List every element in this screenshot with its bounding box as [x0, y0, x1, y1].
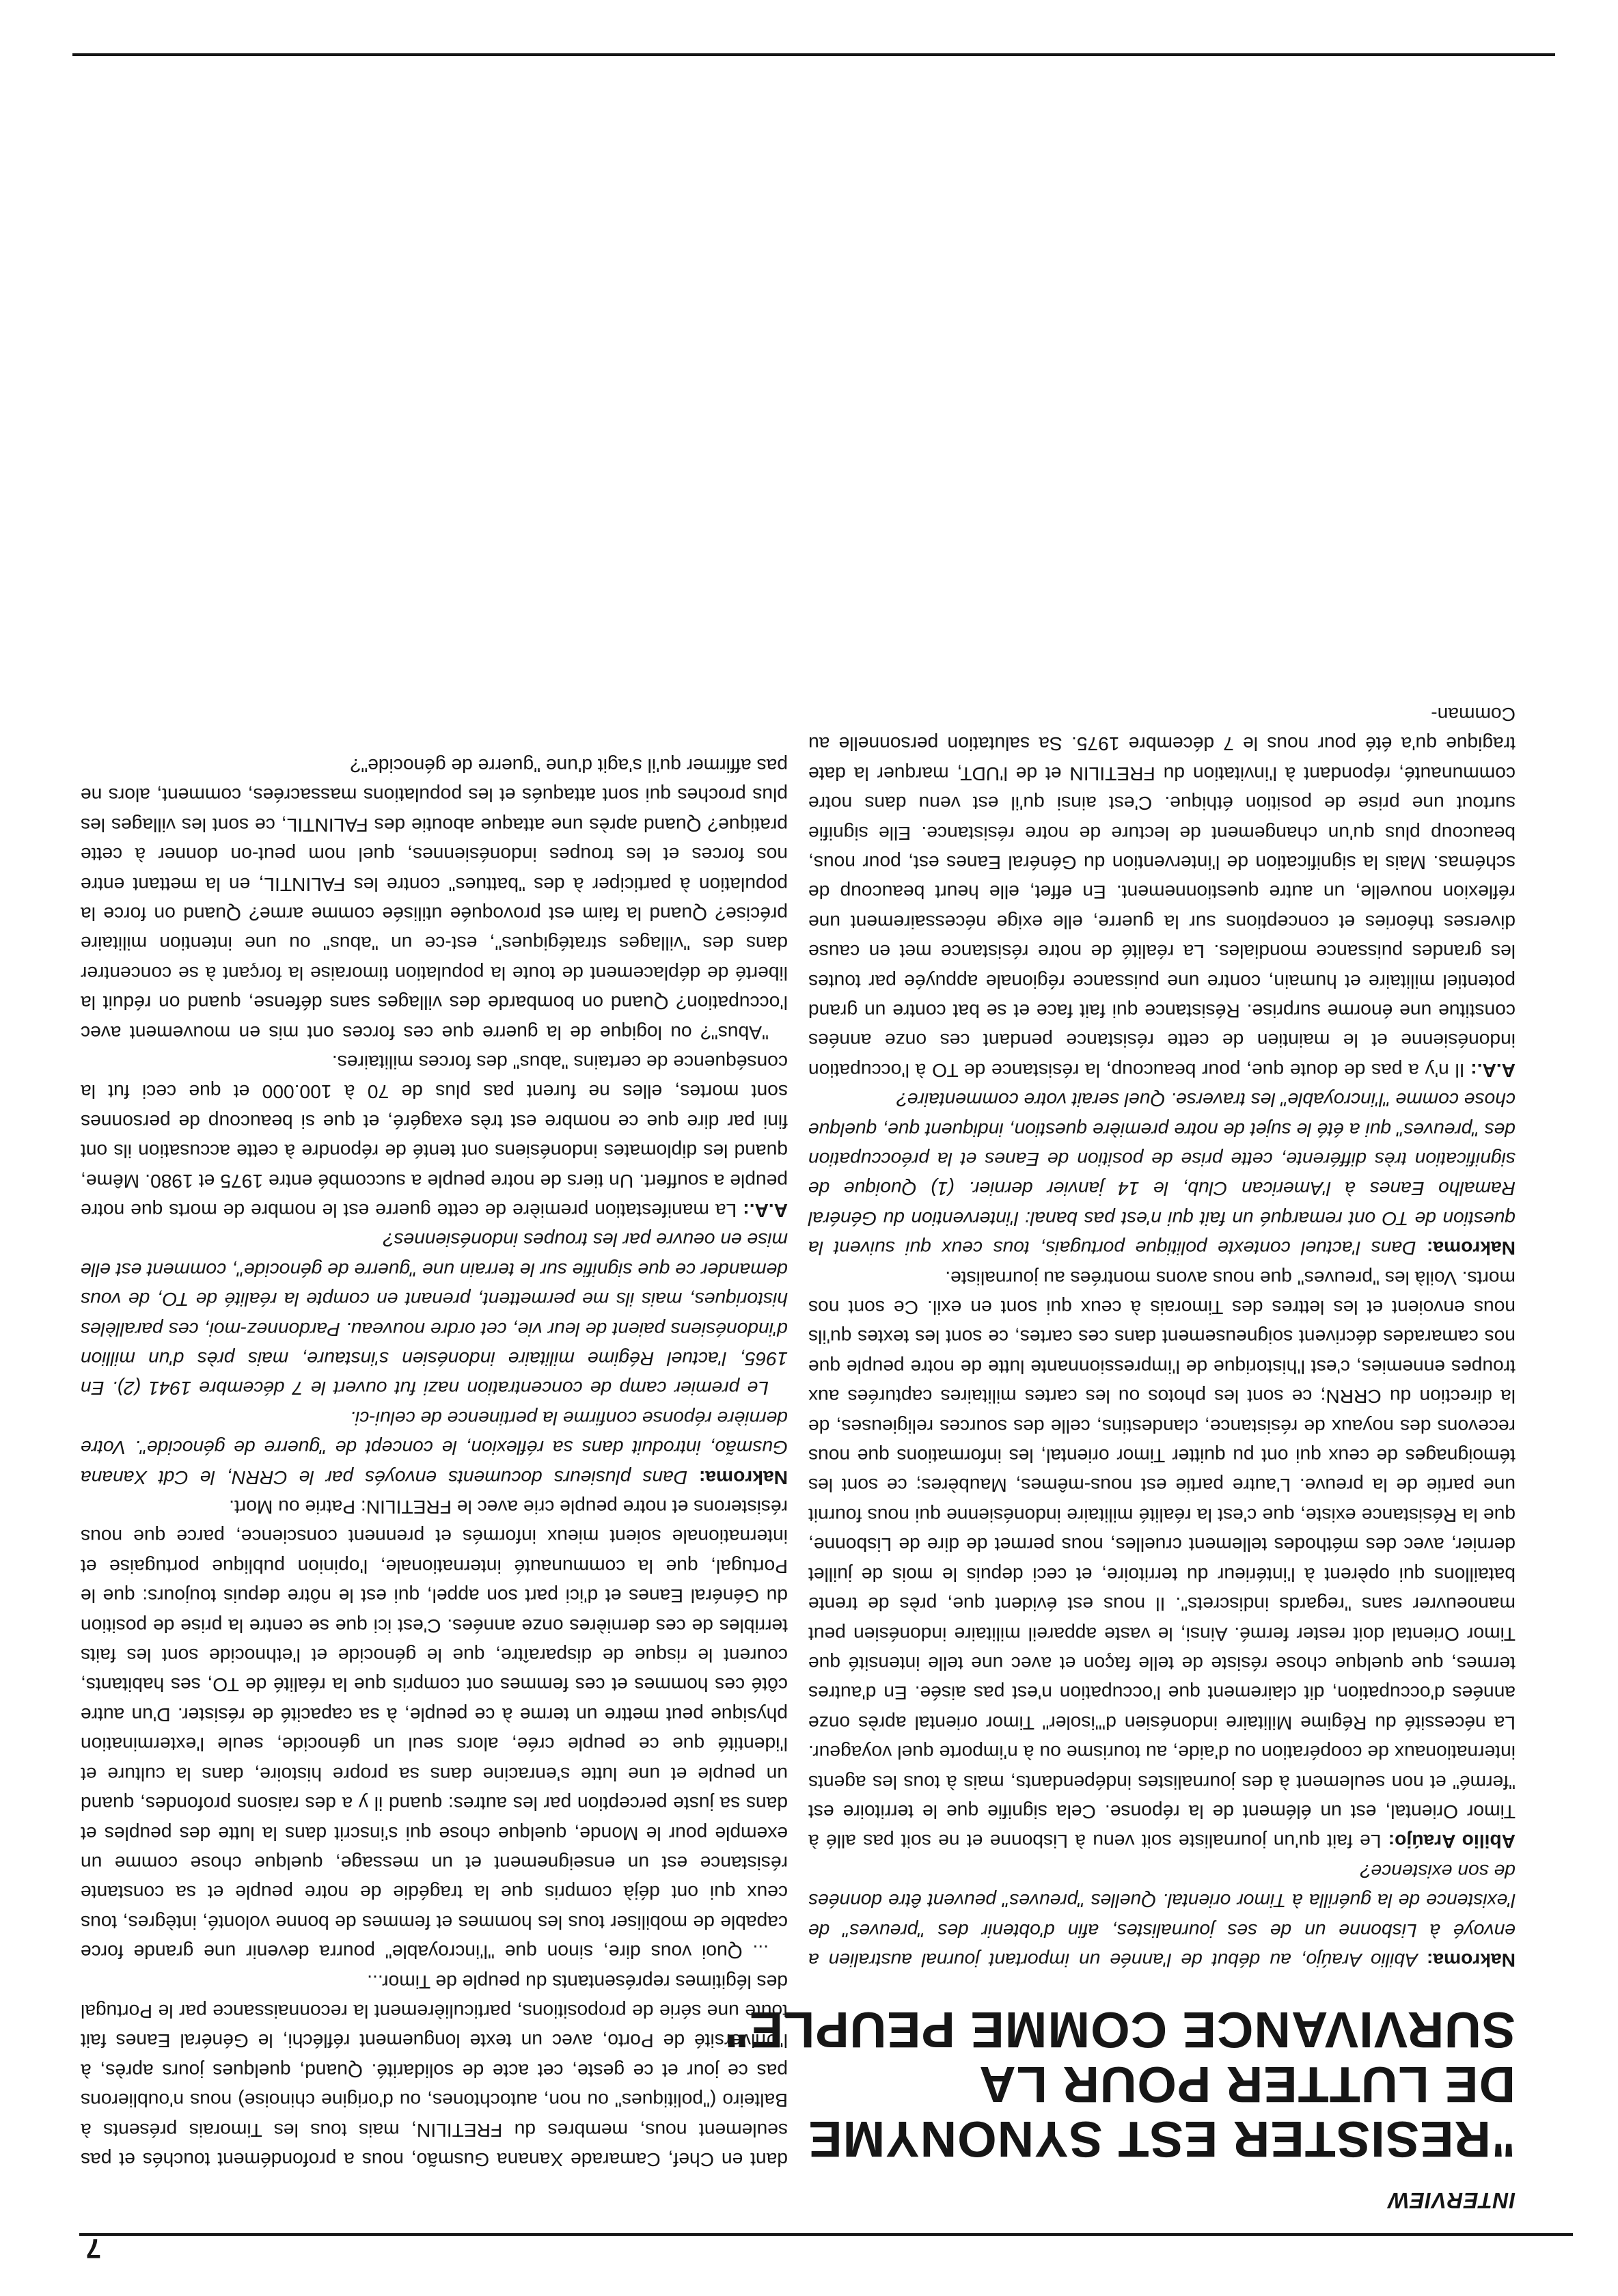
paragraph-text: Dans l'actuel contexte politique portugais, tous ceux qui suivent la question de TO ont remarqué un fait qui n'est pas banal: l'intervention du Général Ramalho Eanes à l'American Club, le 14 janvier dernier. (1) Quoique de signification très différente, cette prise de position de Eanes et la préoccupation des "preuves" qui a été le sujet de notre première question, indiquent que, quelque chose comme "l'incroyable" les traverse. Quel serait votre commentaire? — [808, 1089, 1516, 1260]
right-column — [81, 751, 788, 2175]
paragraph-question-2 — [808, 1085, 1516, 1263]
paragraph-question-3 — [81, 1403, 788, 1492]
headline-line-1: "RESISTER EST SYNONYME — [808, 2111, 1516, 2168]
paragraph-question-3-continued: Le premier camp de concentration nazi fut ouvert le 7 décembre 1941 (2). En 1965, l'actuel Régime militaire indonésien s'instaure, mais près d'un million d'indonésiens paient de leur vie, cet ordre nouveau. Pardonnez-moi, ces parallèles historiques, mais ils me permettent, prenant en compte la réalité de TO, de vous demander ce que signifie sur le terrain une "guerre de génocide", comment est elle mise en oeuvre par les troupes indonésiennes? — [81, 1229, 788, 1400]
left-column — [808, 700, 1516, 1975]
headline-line-2: DE LUTTER POUR LA — [978, 2056, 1516, 2113]
paragraph-text: Le fait qu'un journaliste soit venu à Lisbonne et ne soit pas allé à Timor Oriental, est un élément de la réponse. Cela signifie que le territoire est "fermé" et non seulement à des journalistes indépendants, mais à tous les agents internationaux de coopération ou d'aide, au tourisme ou à n'importe quel voyageur. La nécessité du Régime Militaire indonésien d'"isoler" Timor oriental après onze années d'occupation, dit clairement que l'occupation n'est pas aisée. En d'autres termes, que quelque chose résiste de telle façon et avec une telle intensité que Timor Oriental doit rester fermé. Ainsi, le vaste appareil militaire indonésien peut manoeuvrer sans "regards indiscrets". Il nous est évident que, près de trente bataillons qui opèrent à l'intérieur du territoire, et ceci depuis le mois de juillet dernier, avec des méthodes tellement cruelles, nous permet de dire de Lisbonne, que la Résistance existe, que c'est la réalité militaire indonésienne qui nous fournit une partie de la preuve. L'autre partie est nous-mêmes, Maubères; ce sont les témoignages de ceux qui ont pu quitter Timor oriental, les informations que nous recevons des noyaux de résistance, clandestins, celle des sources religieuses, de la direction du CRRN; ce sont les photos ou les cartes militaires capturées aux troupes ennemies, c'est l'historique de l'impressionnante lutte de notre peuple que nos camarades décrivent soigneusement dans ces cartes, ce sont les textes qu'ils nous envoient et les lettres des Timorais à ceux qui sont en exil. Ce sont nos morts. Voilà les "preuves" que nous avons montrées au journaliste. — [808, 1267, 1516, 1853]
paragraph-answer-2 — [808, 700, 1516, 1085]
paragraph-text: Il n'y a pas de doute que, pour beaucoup, la résistance de TO à l'occupation indonésienne et le maintien de cette résistance pendant ces onze années constitue une énorme surprise. Résistance qui fait face et se bat contre un grand potentiel militaire et humain, contre une puissance régionale appuyée par toutes les grandes puissance mondiales. La réalité de notre résistance met en cause diverses théories et conceptions sur la guerre, elle exige nécessairement une réflexion nouvelle, un autre questionnement. En effet, elle heurt beaucoup de schémas. Mais la signification de l'intervention du Général Eanes est, pour nous, beaucoup plus qu'un changement de lecture de notre résistance. Elle signifie surtout une prise de position éthique. C'est ainsi qu'il est venu dans notre communauté, répondant à l'invitation du FRETILIN et de l'UDT, marquer la date tragique qu'a été pour nous le 7 décembre 1975. Sa salutation personnelle au Comman- — [808, 703, 1516, 1082]
paragraph-answer-1 — [808, 1263, 1516, 1856]
paragraph-answer-3 — [81, 1048, 788, 1225]
paragraph-text: Abilio Araújo, au début de l'année un important journal australien a envoyé à Lisbonne un de ses journalistes, afin d'obtenir des "preuves" de l'existence de la guérilla à Timor oriental. Quelles "preuves" peuvent être données de son existence? — [808, 1860, 1516, 1971]
paragraph-question-1 — [808, 1856, 1516, 1975]
section-label: INTERVIEW — [1388, 2188, 1516, 2213]
speaker-label: Nakroma: — [1426, 1950, 1516, 1971]
speaker-label: A.A.: — [743, 1200, 788, 1222]
page-number: 7 — [85, 2233, 101, 2263]
paragraph-text: La manifestation première de cette guerre est le nombre de morts que notre peuple a souffert. Un tiers de notre peuple a succombé entre 1975 et 1980. Même, quand les diplomates indonésiens ont tenté de répondre à cette accusation ils ont fini par dire que ce nombre est très exagéré, et que si beaucoup de personnes sont mortes, elles ne furent pas plus de 70 à 100.000 et que ceci fut la conséquence de certains "abus" des forces militaires. — [81, 1051, 788, 1222]
paragraph-continuation: dant en Chef, Camarade Xanana Gusmão, nous a profondément touchés et pas seulement nous, membres du FRETILIN, mais tous les Timorais présents à Balteiro ("politiques" ou non, autochtones, ou d'origine chinoise) nous n'oublierons pas ce jour et ce geste, cet acte de solidarité. Quand, quelques jours après, à l'Université de Porto, avec un texte longuement réfléchi, le Général Eanes fait toute une série de propositions, particulièrement la reconnaissance par le Portugal des légitimes représentants du peuple de Timor... — [81, 1971, 788, 2171]
paragraph-text: Dans plusieurs documents envoyés par le CRRN, le Cdt Xanana Gusmão, introduit dans sa réflexion, le concept de "guerre de génocide". Votre dernière réponse confirme la pertinence de celui-ci. — [81, 1407, 788, 1489]
headline — [724, 2001, 1516, 2168]
top-rule — [79, 2233, 1573, 2236]
headline-line-3: SURVIVANCE COMME PEUPLE" — [724, 2001, 1516, 2058]
speaker-label: Nakroma: — [1426, 1238, 1516, 1260]
speaker-label: Nakroma: — [698, 1466, 788, 1489]
bottom-rule — [72, 53, 1555, 56]
paragraph-answer-2-continued: ... Quoi vous dire, sinon que "l'incroyable" pourra devenir une grande force capable de mobiliser tous les hommes et femmes de bonne volonté, intègres, tous ceux qui ont déjà compris que la tragédie de notre peuple et sa constante résistance est un enseignement et un message, quelque chose comme un exemple pour le Monde, quelque chose qui s'inscrit dans la lutte des peuples et dans sa juste perception par les autres: quand il y a des raisons profondes, quand un peuple et une lutte s'enracine dans sa propre histoire, dans la culture et l'identité que ce peuple crée, alors seul un génocide, seule l'extermination physique peut mettre un terme à ce peuple, à sa capacité de résister. D'un autre côté ces hommes et ces femmes ont compris que la réalité de TO, ses habitants, courent le risque de disparaître, que le génocide et l'ethnocide sont les faits terribles de ces dernières onze années. C'est ici que se centre la prise de position du Général Eanes et d'ici part son appel, qui est le nôtre depuis toujours: que le Portugal, que la communauté internationale, l'opinion publique portugaise et internationale soient mieux informés et prennent conscience, parce que nous résisterons et notre peuple crie avec le FRETILIN: Patrie ou Mort. — [81, 1496, 788, 1964]
speaker-label: Abilio Araújo: — [1388, 1831, 1516, 1853]
paragraph-answer-3-continued: "Abus"? ou logique de la guerre que ces forces ont mis en mouvement avec l'occupation? Quand on bombarde des villages sans défense, quand on réduit la liberté de déplacement de toute la population timoraise la forçant à se concentrer dans des "villages stratégiques", est-ce un "abus" ou une intention militaire précise? Quand la faim est provoquée utilisée comme arme? Quand on force la population à participer à des "battues" contre les FALINTIL, en la mettant entre nos forces et les troupes indonésiennes, quel nom peut-on donner à cette pratique? Quand après une attaque aboutie des FALINTIL, ce sont les villages les plus proches qui sont attaqués et les populations massacrées, comment, alors ne pas affirmer qu'il s'agit d'une "guerre de génocide"? — [81, 754, 788, 1044]
speaker-label: A.A.: — [1470, 1059, 1516, 1082]
